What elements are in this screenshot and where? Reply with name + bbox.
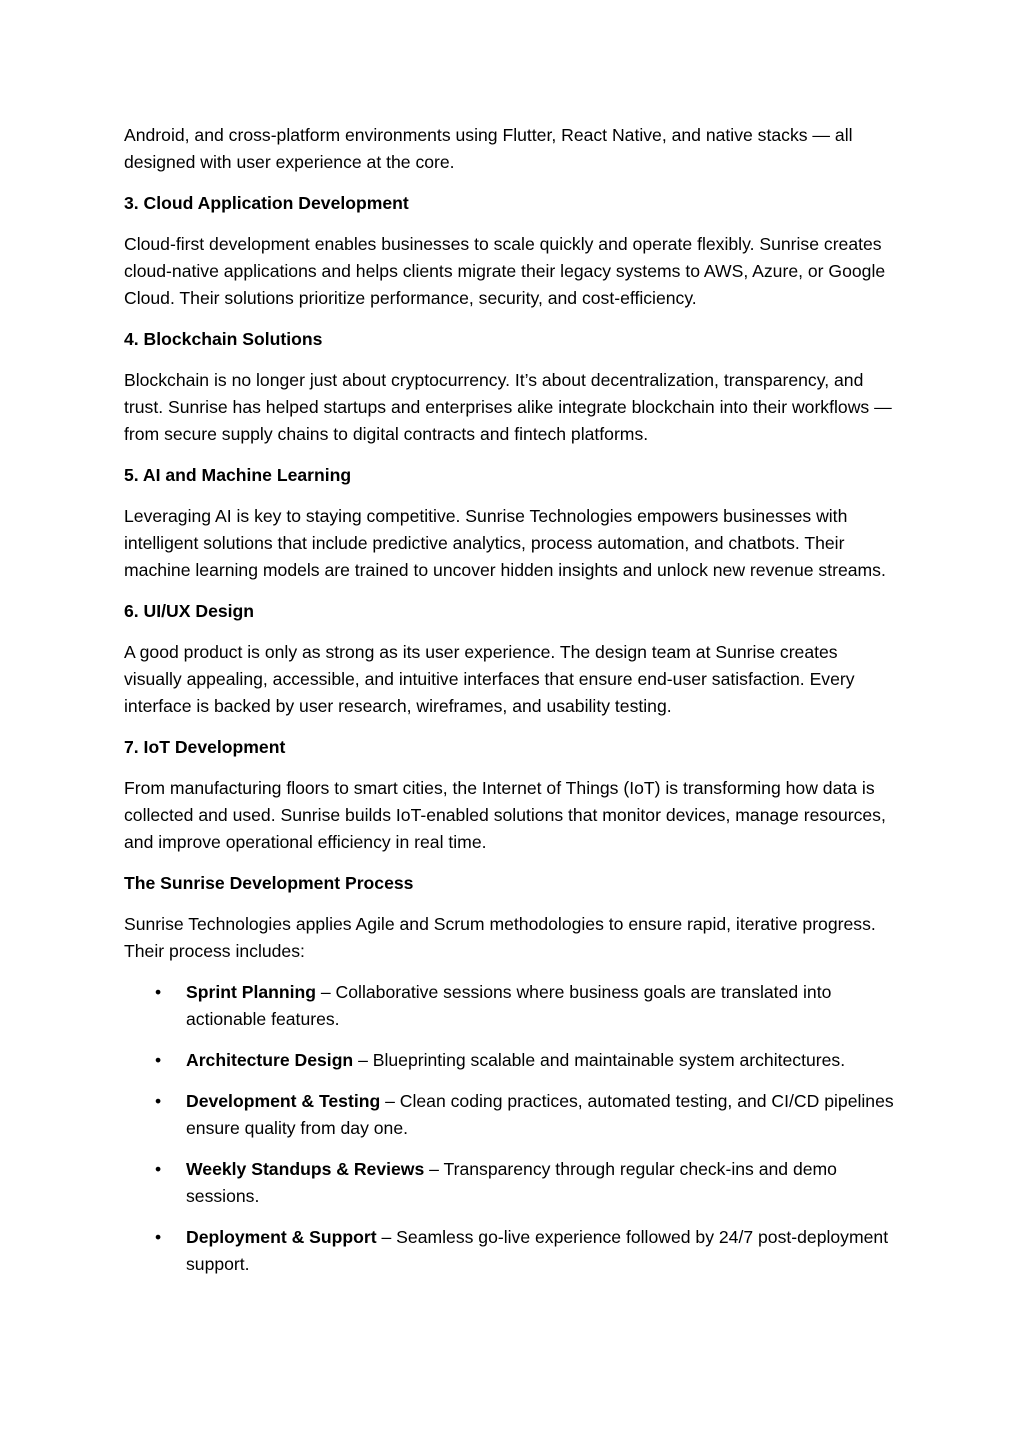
list-item-text: – Seamless go-live experience followed by 24/7 post-deployment support.: [186, 1226, 889, 1274]
list-item-term: Architecture Design: [186, 1049, 354, 1070]
process-heading: The Sunrise Development Process: [124, 873, 414, 893]
section-body: Blockchain is no longer just about cryptocurrency. It’s about decentralization, transparency, and trust. Sunrise has helped startups and enterprises alike integrate blockchain into their workflows — from secure supply chains to digital contracts and fintech platforms.: [124, 369, 892, 445]
bullet-icon: •: [155, 1049, 162, 1070]
list-item-term: Weekly Standups & Reviews: [186, 1158, 425, 1179]
list-item-text: – Clean coding practices, automated testing, and CI/CD pipelines ensure quality from day one.: [186, 1090, 894, 1138]
section-iot: [124, 734, 899, 856]
section-cloud: [124, 190, 899, 312]
bullet-icon: •: [155, 1158, 162, 1179]
section-process: [124, 870, 899, 1278]
bullet-icon: •: [155, 981, 162, 1002]
bullet-icon: •: [155, 1226, 162, 1247]
list-item-term: Development & Testing: [186, 1090, 381, 1111]
section-ui-ux: [124, 598, 899, 720]
section-body: From manufacturing floors to smart cities, the Internet of Things (IoT) is transforming how data is collected and used. Sunrise builds IoT-enabled solutions that monitor devices, manage resources, and improve operational efficiency in real time.: [124, 777, 886, 853]
process-list: [124, 979, 899, 1278]
list-item: [124, 1047, 899, 1074]
intro-paragraph: Android, and cross-platform environments using Flutter, React Native, and native stacks — all designed with user experience at the core.: [124, 125, 853, 173]
section-heading: 6. UI/UX Design: [124, 601, 255, 621]
section-body: A good product is only as strong as its user experience. The design team at Sunrise creates visually appealing, accessible, and intuitive interfaces that ensure end-user satisfaction. Every interface is backed by user research, wireframes, and usability testing.: [124, 641, 855, 717]
section-ai-ml: [124, 462, 899, 584]
list-item-text: – Transparency through regular check-ins and demo sessions.: [186, 1158, 837, 1206]
list-item-term: Sprint Planning: [186, 981, 316, 1002]
list-item: [124, 1156, 899, 1210]
section-heading: 5. AI and Machine Learning: [124, 465, 352, 485]
process-intro: Sunrise Technologies applies Agile and Scrum methodologies to ensure rapid, iterative progress. Their process includes:: [124, 913, 876, 961]
section-heading: 4. Blockchain Solutions: [124, 329, 323, 349]
list-item: [124, 1088, 899, 1142]
list-item-text: – Collaborative sessions where business goals are translated into actionable features.: [186, 981, 832, 1029]
list-item: [124, 979, 899, 1033]
section-body: Cloud-first development enables businesses to scale quickly and operate flexibly. Sunrise creates cloud-native applications and helps clients migrate their legacy systems to AWS, Azure, or Google Cloud. Their solutions prioritize performance, security, and cost-efficiency.: [124, 233, 886, 309]
document-page: [124, 122, 899, 1292]
section-heading: 7. IoT Development: [124, 737, 286, 757]
section-heading: 3. Cloud Application Development: [124, 193, 409, 213]
list-item: [124, 1224, 899, 1278]
list-item-term: Deployment & Support: [186, 1226, 377, 1247]
section-blockchain: [124, 326, 899, 448]
list-item-text: – Blueprinting scalable and maintainable system architectures.: [353, 1049, 846, 1070]
section-body: Leveraging AI is key to staying competitive. Sunrise Technologies empowers businesses with intelligent solutions that include predictive analytics, process automation, and chatbots. Their machine learning models are trained to uncover hidden insights and unlock new revenue streams.: [124, 505, 886, 581]
bullet-icon: •: [155, 1090, 162, 1111]
